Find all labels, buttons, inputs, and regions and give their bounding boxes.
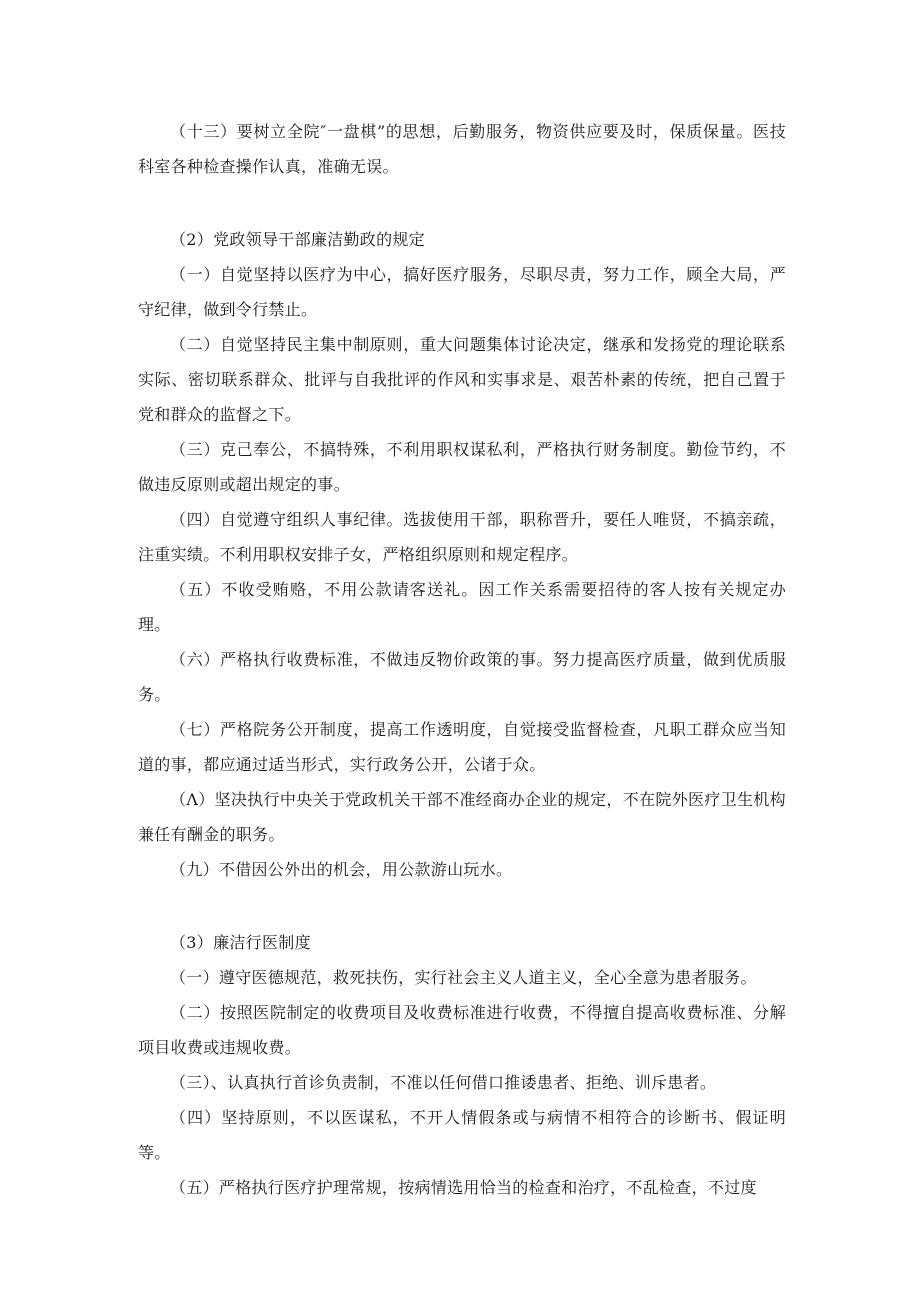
paragraph-item: （四）坚持原则，不以医谋私，不开人情假条或与病情不相符合的诊断书、假证明等。: [138, 1108, 786, 1162]
paragraph-item: （九）不借因公外出的机会，用公款游山玩水。: [170, 860, 513, 879]
paragraph-item: （六）严格执行收费标准，不做违反物价政策的事。努力提高医疗质量，做到优质服务。: [138, 650, 786, 704]
paragraph-item: （Λ）坚决执行中央关于党政机关干部不准经商办企业的规定，不在院外医疗卫生机构兼任有酬金的职务。: [138, 790, 786, 844]
section-heading-2: （2）党政领导干部廉洁勤政的规定: [170, 230, 425, 249]
paragraph-item: （七）严格院务公开制度，提高工作透明度，自觉接受监督检查，凡职工群众应当知道的事，都应通过适当形式，实行政务公开，公诸于众。: [138, 720, 786, 774]
paragraph-item: （二）自觉坚持民主集中制原则，重大问题集体讨论决定，继承和发扬党的理论联系实际、密切联系群众、批评与自我批评的作风和实事求是、艰苦朴素的传统，把自己置于党和群众的监督之下。: [138, 335, 786, 424]
paragraph-item: （二）按照医院制定的收费项目及收费标准进行收费，不得擅自提高收费标准、分解项目收费或违规收费。: [138, 1003, 786, 1057]
paragraph-item: （五）严格执行医疗护理常规，按病情选用恰当的检查和治疗，不乱检查，不过度: [170, 1178, 757, 1197]
paragraph-item: （三）克己奉公，不搞特殊，不利用职权谋私利，严格执行财务制度。勤俭节约，不做违反原则或超出规定的事。: [138, 440, 786, 494]
paragraph-item: （四）自觉遵守组织人事纪律。选拔使用干部，职称晋升，要任人唯贤，不搞亲疏，注重实绩。不利用职权安排子女，严格组织原则和规定程序。: [138, 510, 786, 564]
paragraph-item-13: （十三）要树立全院″一盘棋”的思想，后勤服务，物资供应要及时，保质保量。医技科室各种检查操作认真，准确无误。: [138, 122, 786, 176]
paragraph-item: （五）不收受贿赂，不用公款请客送礼。因工作关系需要招待的客人按有关规定办理。: [138, 580, 786, 634]
paragraph-item: （一）遵守医德规范，救死扶伤，实行社会主义人道主义，全心全意为患者服务。: [170, 968, 757, 987]
paragraph-item: （一）自觉坚持以医疗为中心，搞好医疗服务，尽职尽责，努力工作，顾全大局，严守纪律，做到令行禁止。: [138, 265, 786, 319]
section-heading-3: （3）廉洁行医制度: [170, 933, 311, 952]
paragraph-item: （三）、认真执行首诊负责制，不准以任何借口推诿患者、拒绝、训斥患者。: [170, 1073, 717, 1092]
document-body: [138, 114, 786, 1205]
